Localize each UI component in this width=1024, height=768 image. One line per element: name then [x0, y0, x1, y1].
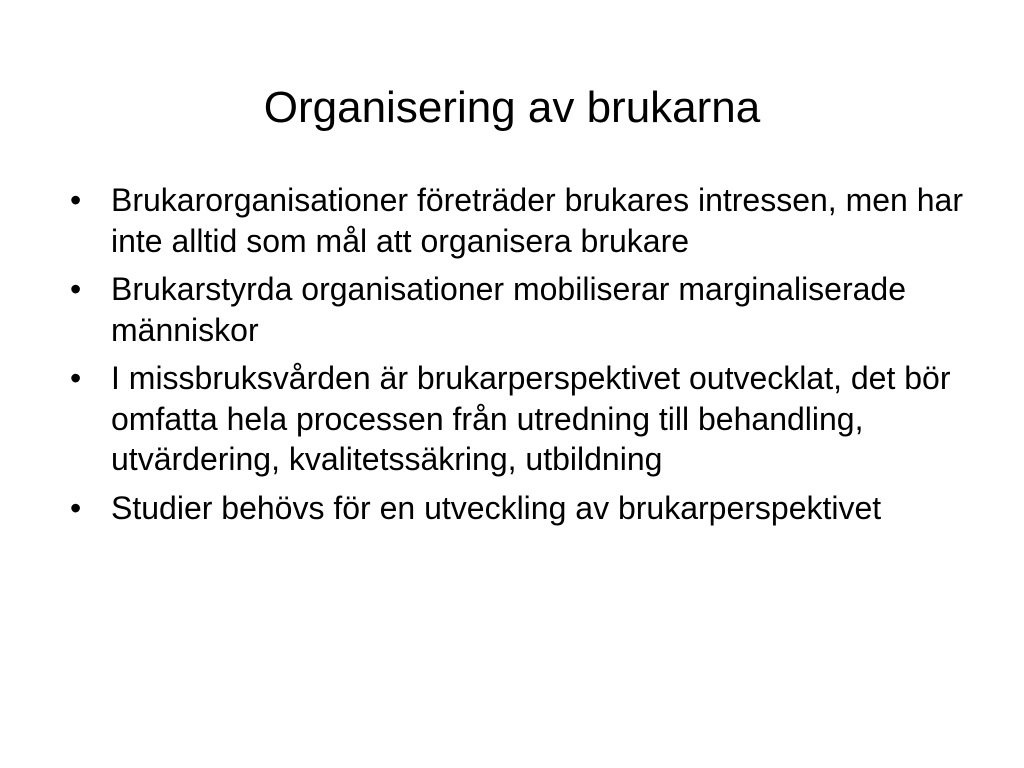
bullet-text: Studier behövs för en utveckling av brukarperspektivet — [111, 489, 882, 526]
bullet-item — [70, 180, 970, 261]
bullet-list — [70, 180, 970, 536]
bullet-item — [70, 269, 970, 350]
bullet-icon: • — [70, 182, 82, 218]
bullet-text: Brukarorganisationer företräder brukares intressen, men har inte alltid som mål att organisera brukare — [111, 182, 963, 259]
bullet-icon: • — [70, 360, 82, 396]
bullet-item — [70, 358, 970, 480]
bullet-icon: • — [70, 489, 82, 526]
bullet-item — [70, 488, 970, 529]
bullet-text: Brukarstyrda organisationer mobiliserar marginaliserade människor — [111, 271, 907, 348]
bullet-text: I missbruksvården är brukarperspektivet outvecklat, det bör omfatta hela processen från utredning till behandling, utvärdering, kvalitetssäkring, utbildning — [111, 360, 951, 477]
bullet-icon: • — [70, 271, 82, 307]
slide-title: Organisering av brukarna — [263, 83, 761, 132]
